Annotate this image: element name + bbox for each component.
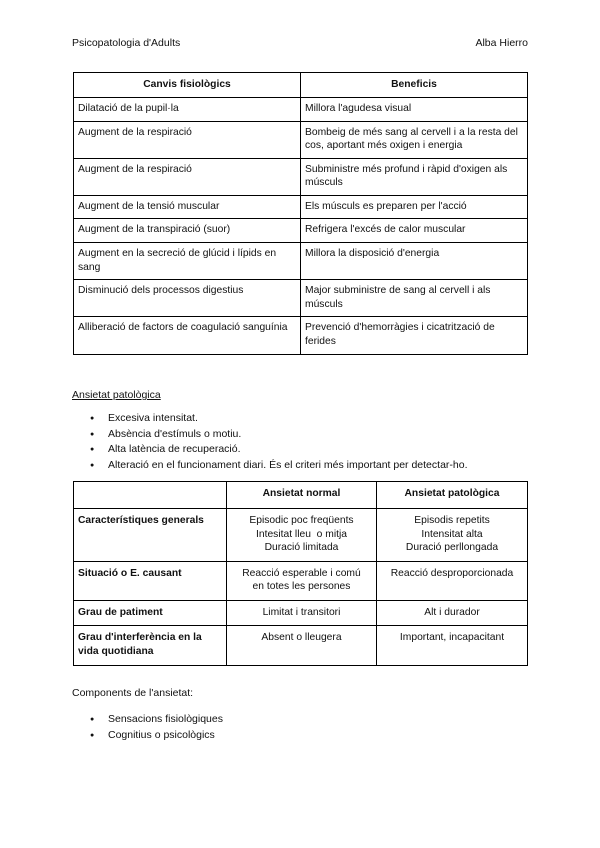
table-cell: Millora l'agudesa visual xyxy=(301,98,528,122)
cell-line: Absent o lleugera xyxy=(261,632,342,644)
table-row xyxy=(74,280,528,317)
table-header-row xyxy=(74,482,528,509)
list-item: ● Sensacions fisiològiques xyxy=(90,712,223,728)
table-cell xyxy=(227,626,377,665)
anxiety-criteria-list xyxy=(90,411,468,473)
table-cell xyxy=(227,600,377,626)
table-cell: Major subministre de sang al cervell i als músculs xyxy=(301,280,528,317)
column-header: Canvis fisiològics xyxy=(74,73,301,98)
header-course-title: Psicopatologia d'Adults xyxy=(72,37,181,49)
table-cell xyxy=(227,561,377,600)
table-row xyxy=(74,626,528,665)
physiological-changes-table xyxy=(73,72,528,355)
header-author: Alba Hierro xyxy=(475,37,528,49)
column-header: Ansietat normal xyxy=(227,482,377,509)
table-cell: Els músculs es preparen per l'acció xyxy=(301,195,528,219)
list-item: ● Alta latència de recuperació. xyxy=(90,442,468,458)
cell-line: Duració perllongada xyxy=(405,542,499,554)
cell-line: Reacció desproporcionada xyxy=(390,567,514,579)
table-row xyxy=(74,509,528,562)
column-header: Beneficis xyxy=(301,73,528,98)
section-title-components: Components de l'ansietat: xyxy=(72,687,194,699)
row-label: Grau d'interferència en la vida quotidiana xyxy=(74,626,227,665)
table-cell xyxy=(377,600,528,626)
table-row xyxy=(74,98,528,122)
table-cell: Subministre més profund i ràpid d'oxigen als músculs xyxy=(301,158,528,195)
row-label: Situació o E. causant xyxy=(74,561,227,600)
table-cell: Alliberació de factors de coagulació sanguínia xyxy=(74,317,301,354)
cell-line: Episodis repetits xyxy=(414,515,490,526)
table-cell xyxy=(377,561,528,600)
table-cell: Refrigera l'excés de calor muscular xyxy=(301,219,528,243)
table-row xyxy=(74,317,528,354)
section-title-pathological-anxiety: Ansietat patològica xyxy=(72,389,161,401)
cell-line: Duració limitada xyxy=(264,542,339,554)
table-row xyxy=(74,600,528,626)
table-cell: Augment en la secreció de glúcid i lípids en sang xyxy=(74,243,301,280)
column-header: Ansietat patològica xyxy=(377,482,528,509)
table-row xyxy=(74,121,528,158)
list-item: ● Cognitius o psicològics xyxy=(90,728,223,744)
list-item: ● Excesiva intensitat. xyxy=(90,411,468,427)
table-cell: Disminució dels processos digestius xyxy=(74,280,301,317)
list-item: ● Alteració en el funcionament diari. És el criteri més important per detectar-ho. xyxy=(90,458,468,474)
table-cell: Augment de la respiració xyxy=(74,121,301,158)
table-cell: Dilatació de la pupil·la xyxy=(74,98,301,122)
table-cell xyxy=(377,509,528,562)
cell-line: en totes les persones xyxy=(252,581,351,593)
cell-line: Reacció esperable i comú xyxy=(242,567,361,579)
table-row xyxy=(74,158,528,195)
anxiety-comparison-table xyxy=(73,481,528,666)
cell-line: Episodic poc freqüents xyxy=(249,515,354,526)
table-cell xyxy=(227,509,377,562)
table-row xyxy=(74,219,528,243)
table-cell: Prevenció d'hemorràgies i cicatrització de ferides xyxy=(301,317,528,354)
table-cell: Bombeig de més sang al cervell i a la resta del cos, aportant més oxigen i energia xyxy=(301,121,528,158)
cell-line: Limitat i transitori xyxy=(262,606,341,618)
cell-line: Intesitat lleu o mitja xyxy=(256,528,347,540)
table-cell: Augment de la respiració xyxy=(74,158,301,195)
row-label: Característiques generals xyxy=(74,509,227,562)
table-row xyxy=(74,561,528,600)
table-cell: Millora la disposició d'energia xyxy=(301,243,528,280)
table-row xyxy=(74,195,528,219)
anxiety-components-list xyxy=(90,712,223,743)
table-row xyxy=(74,243,528,280)
list-item: ● Absència d'estímuls o motiu. xyxy=(90,427,468,443)
cell-line: Alt i durador xyxy=(424,606,480,618)
table-header-row xyxy=(74,73,528,98)
table-cell xyxy=(377,626,528,665)
cell-line: Important, incapacitant xyxy=(399,632,505,644)
row-label: Grau de patiment xyxy=(74,600,227,626)
table-cell: Augment de la tensió muscular xyxy=(74,195,301,219)
column-header xyxy=(74,482,227,509)
table-cell: Augment de la transpiració (suor) xyxy=(74,219,301,243)
cell-line: Intensitat alta xyxy=(421,528,483,540)
